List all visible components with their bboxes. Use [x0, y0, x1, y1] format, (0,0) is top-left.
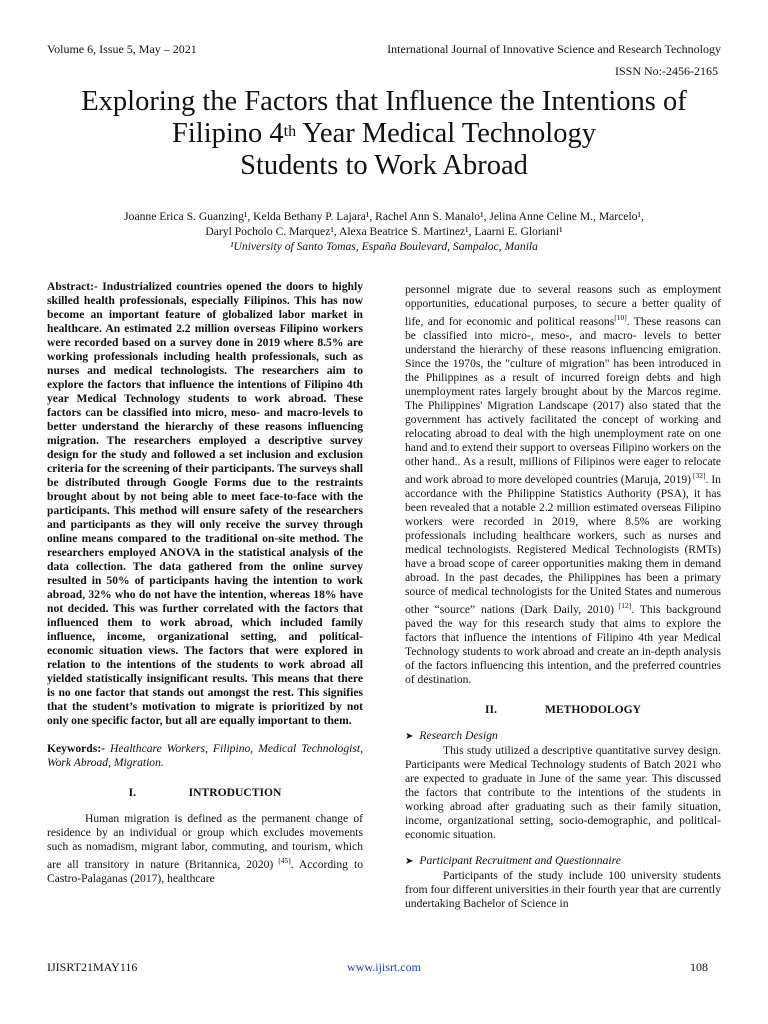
paper-title: [40, 86, 728, 182]
citation-ref: [32]: [691, 470, 706, 480]
subheading-text: Participant Recruitment and Questionnaire: [419, 853, 621, 867]
issn: ISSN No:-2456-2165: [614, 64, 718, 78]
intro-text-a: Human migration is defined as the permanent change of residence by an individual or group which excludes movements such as nomadism, migrant labor, commuting, and tourism, which are all transitory in nature (Britannica, 2020): [47, 812, 363, 871]
citation-ref: [12]: [614, 600, 632, 610]
authors-line-1: Joanne Erica S. Guanzing¹, Kelda Bethany P. Lajara¹, Rachel Ann S. Manalo¹, Jelina Anne Celine M., Marcelo¹,: [124, 210, 644, 223]
paper-id: IJISRT21MAY116: [47, 960, 138, 974]
section-title: INTRODUCTION: [188, 786, 282, 799]
subheading-text: Research Design: [419, 728, 498, 742]
section-title: METHODOLOGY: [545, 702, 641, 716]
title-superscript: th: [283, 123, 297, 140]
journal-website-link[interactable]: www.ijisrt.com: [347, 960, 421, 974]
journal-name: International Journal of Innovative Science and Research Technology: [387, 42, 721, 56]
citation-ref: [10]: [614, 313, 627, 322]
author-block: [40, 209, 728, 254]
intro-text-b: . According to Castro-Palaganas (2017), healthcare: [47, 857, 363, 885]
abstract: Abstract:- Industrialized countries opened the doors to highly skilled health professionals, especially Filipinos. This has now become an important feature of globalized labor market in healthcare. An estimated 2.2 million overseas Filipino workers were recorded based on a survey done in 2019 where 8.5% are working professionals including health professionals, such as nurses and medical technologists. The researchers aim to explore the factors that influence the intentions of Filipino 4th year Medical Technology students to work abroad. These factors can be classified into micro, meso- and macro-levels to better understand the hierarchy of these reasons influencing migration. The researchers employed a descriptive survey design for the study and followed a set inclusion and exclusion criteria for the screening of their participants. The surveys shall be distributed through Google Forms due to the restraints brought about by not being able to meet face-to-face with the participants. This method will ensure safety of the researchers and participants as they will only receive the survey through online means compared to the traditional on-site method. The researchers employed ANOVA in the statistical analysis of the data collection. The data gathered from the online survey resulted in 50% of participants having the intention to work abroad, 32% who do not have the intention, whereas 18% have not decided. This was further correlated with the factors that influenced them to work abroad, which included family influence, income, organizational setting, and political-economic situation views. The factors that were explored in relation to the intentions of the students to work abroad all yielded statistically insignificant results. This means that there is no one factor that stands out amongst the rest. This signifies that the student’s motivation to migrate is prioritized by not only one specific factor, but all are equally important to them.: [47, 280, 363, 727]
section-number: I.: [128, 786, 137, 799]
page-number: 108: [690, 960, 708, 974]
authors-line-2: Daryl Pocholo C. Marquez¹, Alexa Beatrice S. Martinez¹, Laarni E. Gloriani¹: [205, 225, 563, 238]
title-line-3: Students to Work Abroad: [240, 150, 528, 181]
keywords-label: Keywords:-: [47, 742, 105, 755]
research-design-paragraph: This study utilized a descriptive quantitative survey design. Participants were Medical Technology students of Batch 2021 who are expected to graduate in June of the same year. This discussed the factors that contribute to the intentions of the students in working abroad after graduating such as their family situation, income, organizational setting, socio-demographic, and political-economic situation.: [405, 743, 721, 841]
intro-paragraph: [47, 812, 363, 886]
subheading-participant-recruitment: [405, 854, 721, 869]
section-number: II.: [485, 702, 497, 716]
citation-ref: [45]: [273, 856, 291, 865]
affiliation: ¹University of Santo Tomas, España Boulevard, Sampaloc, Manila: [230, 240, 538, 253]
title-line-2a: Filipino 4: [172, 118, 284, 149]
arrow-right-icon: ➤: [405, 730, 414, 742]
volume-info: Volume 6, Issue 5, May – 2021: [47, 42, 197, 56]
title-line-2b: Year Medical Technology: [296, 118, 596, 149]
title-line-2: [40, 118, 728, 150]
section-heading-methodology: [405, 703, 721, 717]
keywords: [47, 742, 363, 770]
right-column: [405, 283, 721, 911]
intro-cont-a: personnel migrate due to several reasons such as employment opportunities, educational purposes, to secure a better quality of life, and for economic and political reasons: [405, 283, 721, 328]
intro-cont-d: . This background paved the way for this research study that aims to explore the factors that influence the intentions of Filipino 4th year Medical Technology students to work abroad and create an in-depth analysis of the factors influencing this intention, and the preferred countries of destination.: [405, 602, 722, 686]
section-heading-introduction: [47, 786, 363, 800]
keywords-text: Healthcare Workers, Filipino, Medical Technologist, Work Abroad, Migration.: [47, 742, 363, 769]
intro-continued: [405, 283, 721, 687]
title-line-1: Exploring the Factors that Influence the Intentions of: [81, 86, 687, 117]
intro-cont-b: . These reasons can be classified into micro-, meso-, and macro- levels to better understand the hierarchy of these reasons influencing emigration. Since the 1970s, the "culture of migration" has been introduced in the Philippines as a result of incurred foreign debts and high unemployment rates largely brought about by the Marcos regime. The Philippines' Migration Landscape (2017) also stated that the government has actively facilitated the concept of working and relocating abroad to deal with the high unemployment rate on one hand and to extend their support to overseas Filipino workers on the other hand.. As a result, millions of Filipinos were eager to relocate and work abroad to more developed countries (Maruja, 2019): [405, 314, 721, 486]
subheading-research-design: [405, 729, 721, 744]
arrow-right-icon: ➤: [405, 855, 414, 867]
participant-paragraph: Participants of the study include 100 university students from four different universities in their fourth year that are currently undertaking Bachelor of Science in: [405, 868, 721, 910]
left-column: [47, 280, 363, 886]
intro-cont-c: . In accordance with the Philippine Statistics Authority (PSA), it has been revealed that a notable 2.2 million estimated overseas Filipino workers were recorded in 2019, where 8.5% are working professionals including healthcare workers, such as nurses and medical technologists. Registered Medical Technologists (RMTs) have a broad scope of career opportunities making them in demand abroad. In the past decades, the Philippines has been a primary source of medical technologists for the United States and numerous other “source” nations (Dark Daily, 2010): [405, 472, 721, 616]
